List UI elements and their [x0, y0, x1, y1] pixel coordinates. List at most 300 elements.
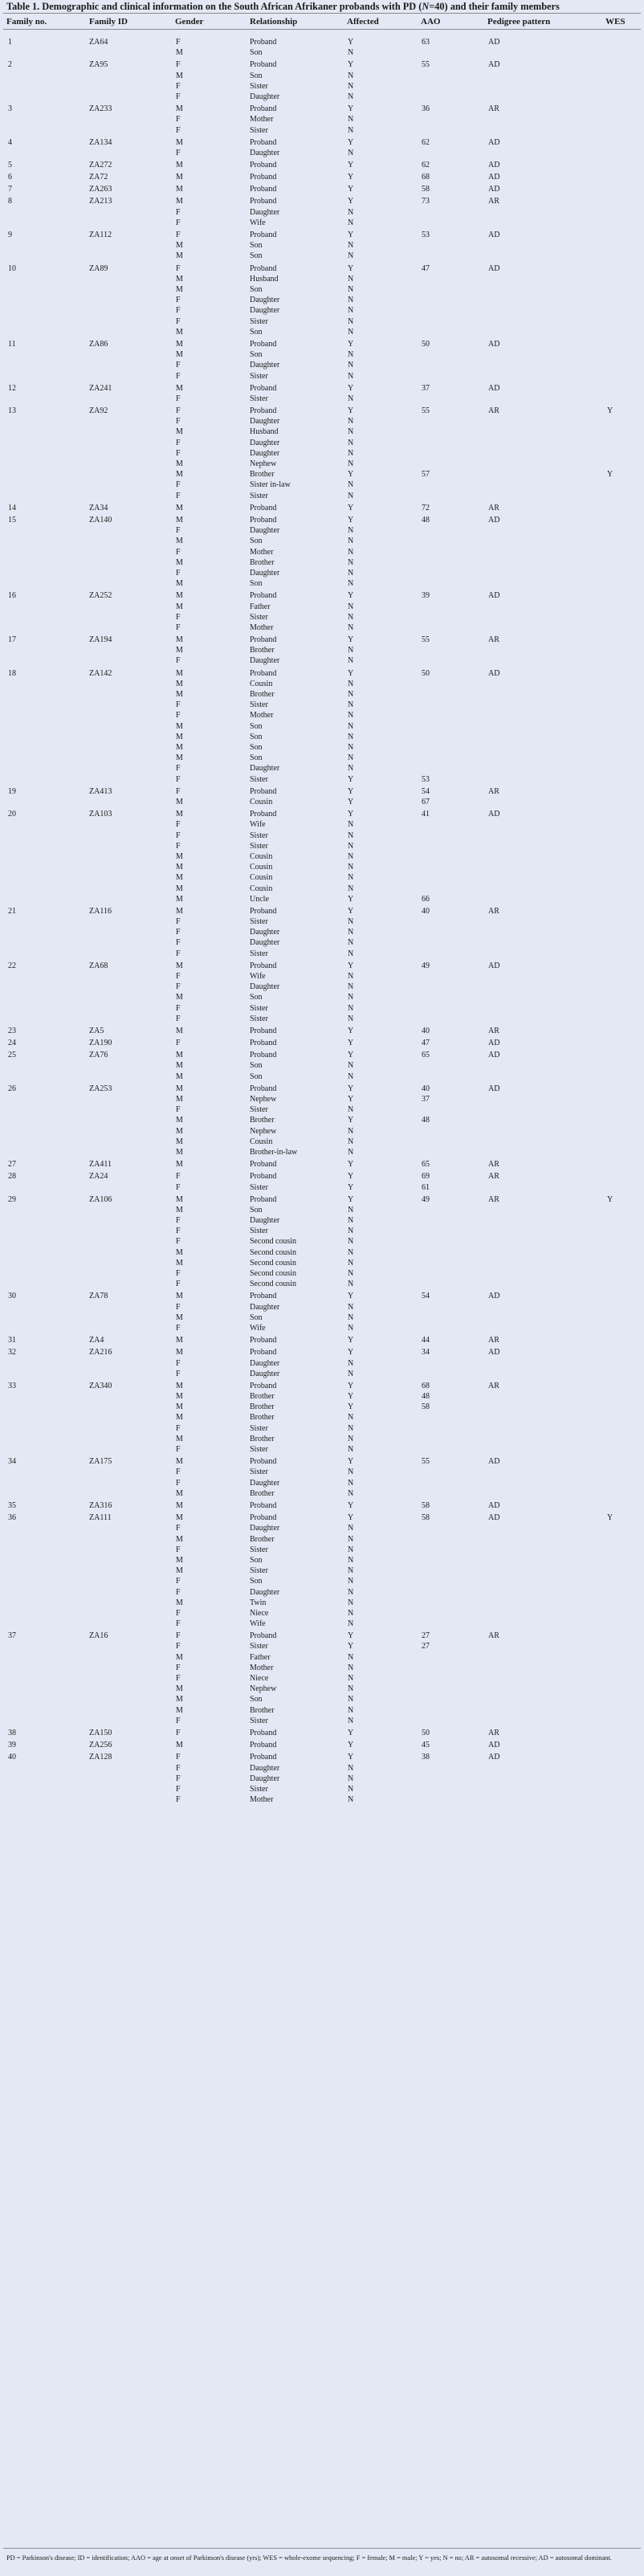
family-id: ZA111: [89, 1513, 112, 1523]
member-pedigree: AD: [488, 137, 500, 147]
member-pedigree: AD: [488, 1753, 500, 1762]
member-relationship: Niece: [250, 1674, 269, 1683]
member-aao: 44: [422, 1336, 430, 1345]
member-relationship: Mother: [250, 547, 274, 557]
member-relationship: Proband: [250, 185, 277, 194]
member-affected: Y: [348, 406, 354, 415]
member-relationship: Husband: [250, 274, 279, 284]
member-gender: F: [176, 438, 181, 447]
family-id: ZA103: [89, 810, 112, 819]
member-relationship: Daughter: [250, 92, 280, 101]
member-relationship: Cousin: [250, 851, 273, 861]
family-no: 4: [8, 137, 12, 147]
member-relationship: Son: [250, 241, 263, 251]
family-no: 6: [8, 173, 12, 182]
member-affected: N: [348, 1003, 354, 1013]
member-affected: Y: [348, 1194, 354, 1204]
header-rule: [3, 29, 641, 30]
table-footnote: PD = Parkinson's disease; ID = identification; AAO = age at onset of Parkinson's disease (yrs); WES = whole-exome sequencing; F = female; M = male; Y = yes; N = no; AR = autosomal recessive; AD = autosomal dominant.: [6, 2554, 612, 2562]
member-relationship: Proband: [250, 1160, 277, 1170]
member-aao: 27: [422, 1631, 430, 1641]
member-gender: M: [176, 1500, 183, 1510]
member-relationship: Daughter: [250, 568, 280, 578]
member-relationship: Wife: [250, 218, 266, 227]
member-pedigree: AD: [488, 515, 500, 525]
family-no: 34: [8, 1457, 16, 1467]
member-affected: Y: [348, 383, 354, 393]
member-affected: N: [348, 491, 354, 500]
member-affected: Y: [348, 1402, 354, 1412]
member-relationship: Proband: [250, 137, 277, 147]
member-affected: N: [348, 1663, 354, 1672]
member-relationship: Mother: [250, 623, 274, 632]
member-pedigree: AR: [488, 1172, 499, 1182]
member-gender: M: [176, 863, 183, 872]
member-gender: M: [176, 251, 183, 261]
member-relationship: Nephew: [250, 1126, 277, 1136]
family-id: ZA140: [89, 515, 112, 525]
member-gender: F: [176, 1577, 181, 1586]
col-header-relationship: Relationship: [250, 17, 298, 27]
member-affected: N: [348, 1774, 354, 1783]
member-relationship: Daughter: [250, 1302, 280, 1312]
member-gender: F: [176, 1358, 181, 1368]
member-relationship: Second cousin: [250, 1269, 297, 1278]
member-pedigree: AD: [488, 591, 500, 601]
member-relationship: Proband: [250, 1381, 277, 1390]
family-id: ZA175: [89, 1457, 112, 1467]
member-affected: N: [348, 547, 354, 557]
member-affected: N: [348, 537, 354, 546]
member-gender: F: [176, 1324, 181, 1333]
member-gender: F: [176, 949, 181, 958]
member-gender: M: [176, 668, 183, 678]
member-aao: 65: [422, 1160, 430, 1170]
member-gender: F: [176, 371, 181, 381]
member-relationship: Proband: [250, 786, 277, 796]
member-gender: M: [176, 1413, 183, 1423]
member-relationship: Son: [250, 1072, 263, 1081]
member-gender: M: [176, 1598, 183, 1607]
member-aao: 58: [422, 1402, 430, 1412]
member-relationship: Son: [250, 1061, 263, 1071]
member-affected: N: [348, 820, 354, 830]
family-id: ZA92: [89, 406, 108, 415]
member-relationship: Proband: [250, 383, 277, 393]
family-no: 37: [8, 1631, 16, 1641]
member-affected: Y: [348, 1741, 354, 1750]
family-id: ZA95: [89, 60, 108, 70]
member-affected: N: [348, 48, 354, 58]
family-id: ZA413: [89, 786, 112, 796]
member-gender: F: [176, 115, 181, 125]
member-aao: 63: [422, 38, 430, 47]
member-affected: N: [348, 125, 354, 135]
member-relationship: Proband: [250, 1741, 277, 1750]
member-pedigree: AD: [488, 668, 500, 678]
member-gender: F: [176, 623, 181, 632]
member-affected: N: [348, 1014, 354, 1023]
member-gender: M: [176, 679, 183, 688]
member-gender: M: [176, 515, 183, 525]
member-affected: N: [348, 1478, 354, 1488]
member-affected: N: [348, 1795, 354, 1805]
member-gender: F: [176, 1545, 181, 1554]
member-affected: N: [348, 721, 354, 731]
member-gender: F: [176, 938, 181, 948]
member-gender: M: [176, 1061, 183, 1071]
member-affected: N: [348, 1227, 354, 1236]
member-aao: 37: [422, 1095, 430, 1104]
member-gender: F: [176, 1608, 181, 1618]
member-gender: F: [176, 786, 181, 796]
member-aao: 50: [422, 668, 430, 678]
family-id: ZA134: [89, 137, 112, 147]
family-id: ZA76: [89, 1051, 108, 1060]
member-aao: 62: [422, 161, 430, 169]
member-affected: Y: [348, 137, 354, 147]
member-aao: 36: [422, 104, 430, 114]
member-relationship: Cousin: [250, 873, 273, 883]
member-aao: 49: [422, 1194, 430, 1204]
member-aao: 65: [422, 1051, 430, 1060]
member-relationship: Daughter: [250, 938, 280, 948]
member-relationship: Brother: [250, 689, 275, 699]
member-relationship: Son: [250, 1577, 263, 1586]
family-no: 7: [8, 185, 12, 194]
family-id: ZA213: [89, 197, 112, 206]
family-no: 17: [8, 635, 16, 644]
member-gender: F: [176, 656, 181, 666]
member-affected: N: [348, 1674, 354, 1683]
member-pedigree: AD: [488, 161, 500, 169]
member-gender: M: [176, 1684, 183, 1694]
member-gender: F: [176, 417, 181, 427]
member-relationship: Proband: [250, 197, 277, 206]
member-pedigree: AR: [488, 1729, 499, 1737]
family-id: ZA190: [89, 1039, 112, 1048]
member-relationship: Nephew: [250, 1095, 277, 1104]
family-no: 38: [8, 1729, 16, 1737]
family-id: ZA340: [89, 1381, 112, 1390]
member-gender: M: [176, 327, 183, 337]
member-relationship: Husband: [250, 427, 279, 437]
member-relationship: Sister: [250, 394, 268, 403]
member-aao: 37: [422, 383, 430, 393]
member-gender: M: [176, 71, 183, 80]
member-affected: N: [348, 764, 354, 774]
member-affected: N: [348, 1061, 354, 1071]
member-affected: Y: [348, 591, 354, 601]
member-aao: 68: [422, 173, 430, 182]
member-affected: N: [348, 1072, 354, 1081]
member-relationship: Daughter: [250, 207, 280, 217]
member-relationship: Brother: [250, 1488, 275, 1498]
member-gender: F: [176, 1172, 181, 1182]
member-aao: 55: [422, 406, 430, 415]
member-pedigree: AD: [488, 339, 500, 349]
member-affected: Y: [348, 197, 354, 206]
family-no: 23: [8, 1026, 16, 1035]
member-relationship: Mother: [250, 1663, 274, 1672]
member-gender: M: [176, 241, 183, 251]
member-gender: F: [176, 1642, 181, 1651]
member-gender: F: [176, 1302, 181, 1312]
member-gender: M: [176, 1247, 183, 1257]
bottom-rule: [3, 2548, 641, 2549]
member-relationship: Daughter: [250, 1524, 280, 1533]
member-affected: N: [348, 207, 354, 217]
member-gender: M: [176, 1095, 183, 1104]
member-gender: F: [176, 1003, 181, 1013]
member-gender: F: [176, 1663, 181, 1672]
member-aao: 58: [422, 185, 430, 194]
member-relationship: Brother: [250, 1116, 275, 1125]
member-relationship: Brother: [250, 470, 275, 480]
member-gender: M: [176, 1312, 183, 1322]
member-gender: F: [176, 1227, 181, 1236]
member-affected: N: [348, 928, 354, 937]
family-id: ZA128: [89, 1753, 112, 1762]
member-affected: N: [348, 1358, 354, 1368]
member-affected: Y: [348, 1513, 354, 1523]
member-relationship: Brother: [250, 646, 275, 655]
member-pedigree: AD: [488, 1292, 500, 1301]
member-gender: M: [176, 689, 183, 699]
member-gender: F: [176, 38, 181, 47]
member-gender: F: [176, 394, 181, 403]
member-gender: F: [176, 1423, 181, 1433]
member-affected: Y: [348, 1753, 354, 1762]
member-relationship: Sister: [250, 917, 268, 926]
member-relationship: Sister: [250, 125, 268, 135]
member-gender: F: [176, 60, 181, 70]
member-affected: Y: [348, 786, 354, 796]
member-pedigree: AR: [488, 635, 499, 644]
member-affected: Y: [348, 906, 354, 916]
member-gender: F: [176, 1280, 181, 1289]
member-affected: N: [348, 1445, 354, 1454]
member-affected: N: [348, 274, 354, 284]
member-gender: F: [176, 81, 181, 91]
member-pedigree: AD: [488, 1500, 500, 1510]
member-affected: N: [348, 1716, 354, 1725]
member-gender: M: [176, 1741, 183, 1750]
member-relationship: Proband: [250, 906, 277, 916]
member-gender: M: [176, 1160, 183, 1170]
member-relationship: Wife: [250, 972, 266, 981]
member-relationship: Sister: [250, 831, 268, 840]
member-gender: M: [176, 742, 183, 752]
family-no: 5: [8, 161, 12, 169]
family-id: ZA194: [89, 635, 112, 644]
member-gender: F: [176, 231, 181, 239]
col-header-gender: Gender: [175, 17, 204, 27]
member-relationship: Son: [250, 350, 263, 360]
member-wes: Y: [607, 1513, 613, 1523]
member-affected: N: [348, 417, 354, 427]
member-gender: M: [176, 797, 183, 806]
family-id: ZA241: [89, 383, 112, 393]
member-gender: M: [176, 993, 183, 1002]
member-affected: N: [348, 1413, 354, 1423]
member-affected: N: [348, 841, 354, 851]
member-gender: F: [176, 207, 181, 217]
member-relationship: Second cousin: [250, 1258, 297, 1268]
member-affected: N: [348, 679, 354, 688]
member-gender: M: [176, 1457, 183, 1467]
family-id: ZA86: [89, 339, 108, 349]
member-relationship: Proband: [250, 1292, 277, 1301]
member-gender: F: [176, 316, 181, 326]
member-relationship: Nephew: [250, 459, 277, 468]
member-relationship: Son: [250, 48, 263, 58]
member-aao: 40: [422, 1084, 430, 1093]
member-gender: M: [176, 274, 183, 284]
member-relationship: Sister: [250, 81, 268, 91]
member-affected: Y: [348, 1336, 354, 1345]
member-gender: F: [176, 700, 181, 710]
member-relationship: Proband: [250, 591, 277, 601]
family-no: 39: [8, 1741, 16, 1750]
member-affected: Y: [348, 515, 354, 525]
member-gender: F: [176, 612, 181, 622]
col-header-family-id: Family ID: [89, 17, 128, 27]
member-affected: N: [348, 394, 354, 403]
member-affected: N: [348, 1423, 354, 1433]
member-affected: N: [348, 863, 354, 872]
member-affected: N: [348, 1566, 354, 1576]
member-pedigree: AR: [488, 197, 499, 206]
member-gender: F: [176, 841, 181, 851]
member-aao: 54: [422, 1292, 430, 1301]
member-gender: F: [176, 1445, 181, 1454]
member-pedigree: AD: [488, 383, 500, 393]
member-relationship: Daughter: [250, 656, 280, 666]
member-affected: N: [348, 1137, 354, 1146]
family-id: ZA253: [89, 1084, 112, 1093]
member-gender: F: [176, 1524, 181, 1533]
member-gender: M: [176, 1292, 183, 1301]
member-aao: 40: [422, 1026, 430, 1035]
member-gender: M: [176, 537, 183, 546]
family-no: 1: [8, 38, 12, 47]
member-gender: M: [176, 732, 183, 741]
member-gender: M: [176, 1348, 183, 1357]
member-aao: 72: [422, 503, 430, 512]
member-aao: 50: [422, 1729, 430, 1737]
member-relationship: Son: [250, 251, 263, 261]
member-relationship: Proband: [250, 38, 277, 47]
member-relationship: Daughter: [250, 361, 280, 370]
member-relationship: Son: [250, 579, 263, 589]
member-gender: M: [176, 1205, 183, 1215]
member-gender: F: [176, 1631, 181, 1641]
member-affected: Y: [348, 810, 354, 819]
member-relationship: Brother-in-law: [250, 1148, 298, 1157]
member-affected: Y: [348, 797, 354, 806]
member-relationship: Daughter: [250, 1478, 280, 1488]
member-gender: M: [176, 1488, 183, 1498]
member-gender: M: [176, 503, 183, 512]
member-affected: N: [348, 81, 354, 91]
member-aao: 47: [422, 1039, 430, 1048]
member-gender: M: [176, 1652, 183, 1662]
member-gender: F: [176, 547, 181, 557]
member-affected: N: [348, 92, 354, 101]
member-affected: N: [348, 327, 354, 337]
member-affected: N: [348, 982, 354, 992]
member-relationship: Daughter: [250, 1587, 280, 1597]
member-gender: M: [176, 350, 183, 360]
member-affected: N: [348, 1247, 354, 1257]
member-gender: M: [176, 1705, 183, 1715]
member-gender: F: [176, 448, 181, 458]
member-affected: N: [348, 1468, 354, 1477]
member-gender: F: [176, 1716, 181, 1725]
member-gender: M: [176, 1555, 183, 1565]
member-relationship: Sister: [250, 841, 268, 851]
member-affected: N: [348, 427, 354, 437]
family-no: 15: [8, 515, 16, 525]
member-gender: M: [176, 1381, 183, 1390]
member-relationship: Mother: [250, 115, 274, 125]
member-affected: Y: [348, 1182, 354, 1192]
family-no: 10: [8, 263, 16, 273]
member-relationship: Proband: [250, 1513, 277, 1523]
member-gender: M: [176, 591, 183, 601]
family-no: 2: [8, 60, 12, 70]
member-relationship: Brother: [250, 1413, 275, 1423]
member-relationship: Cousin: [250, 679, 273, 688]
member-gender: F: [176, 928, 181, 937]
member-pedigree: AD: [488, 38, 500, 47]
member-relationship: Proband: [250, 1084, 277, 1093]
member-affected: N: [348, 612, 354, 622]
family-id: ZA4: [89, 1336, 104, 1345]
member-affected: Y: [348, 1116, 354, 1125]
family-no: 40: [8, 1753, 16, 1762]
member-gender: F: [176, 1729, 181, 1737]
family-no: 26: [8, 1084, 16, 1093]
member-relationship: Brother: [250, 557, 275, 567]
member-aao: 69: [422, 1172, 430, 1182]
member-pedigree: AD: [488, 1513, 500, 1523]
member-relationship: Sister: [250, 1716, 268, 1725]
member-affected: Y: [348, 1631, 354, 1641]
member-gender: M: [176, 284, 183, 294]
member-pedigree: AD: [488, 60, 500, 70]
col-header-family-no: Family no.: [6, 17, 47, 27]
family-id: ZA5: [89, 1026, 104, 1035]
member-gender: F: [176, 1795, 181, 1805]
member-gender: F: [176, 218, 181, 227]
member-gender: M: [176, 1137, 183, 1146]
member-relationship: Son: [250, 284, 263, 294]
member-relationship: Cousin: [250, 1137, 273, 1146]
member-affected: N: [348, 602, 354, 611]
table-title: [6, 1, 641, 13]
member-affected: N: [348, 1205, 354, 1215]
member-relationship: Sister: [250, 1566, 268, 1576]
family-no: 14: [8, 503, 16, 512]
member-affected: N: [348, 1577, 354, 1586]
member-pedigree: AR: [488, 1194, 499, 1204]
member-gender: F: [176, 1468, 181, 1477]
member-gender: F: [176, 1674, 181, 1683]
member-relationship: Daughter: [250, 982, 280, 992]
family-no: 16: [8, 591, 16, 601]
